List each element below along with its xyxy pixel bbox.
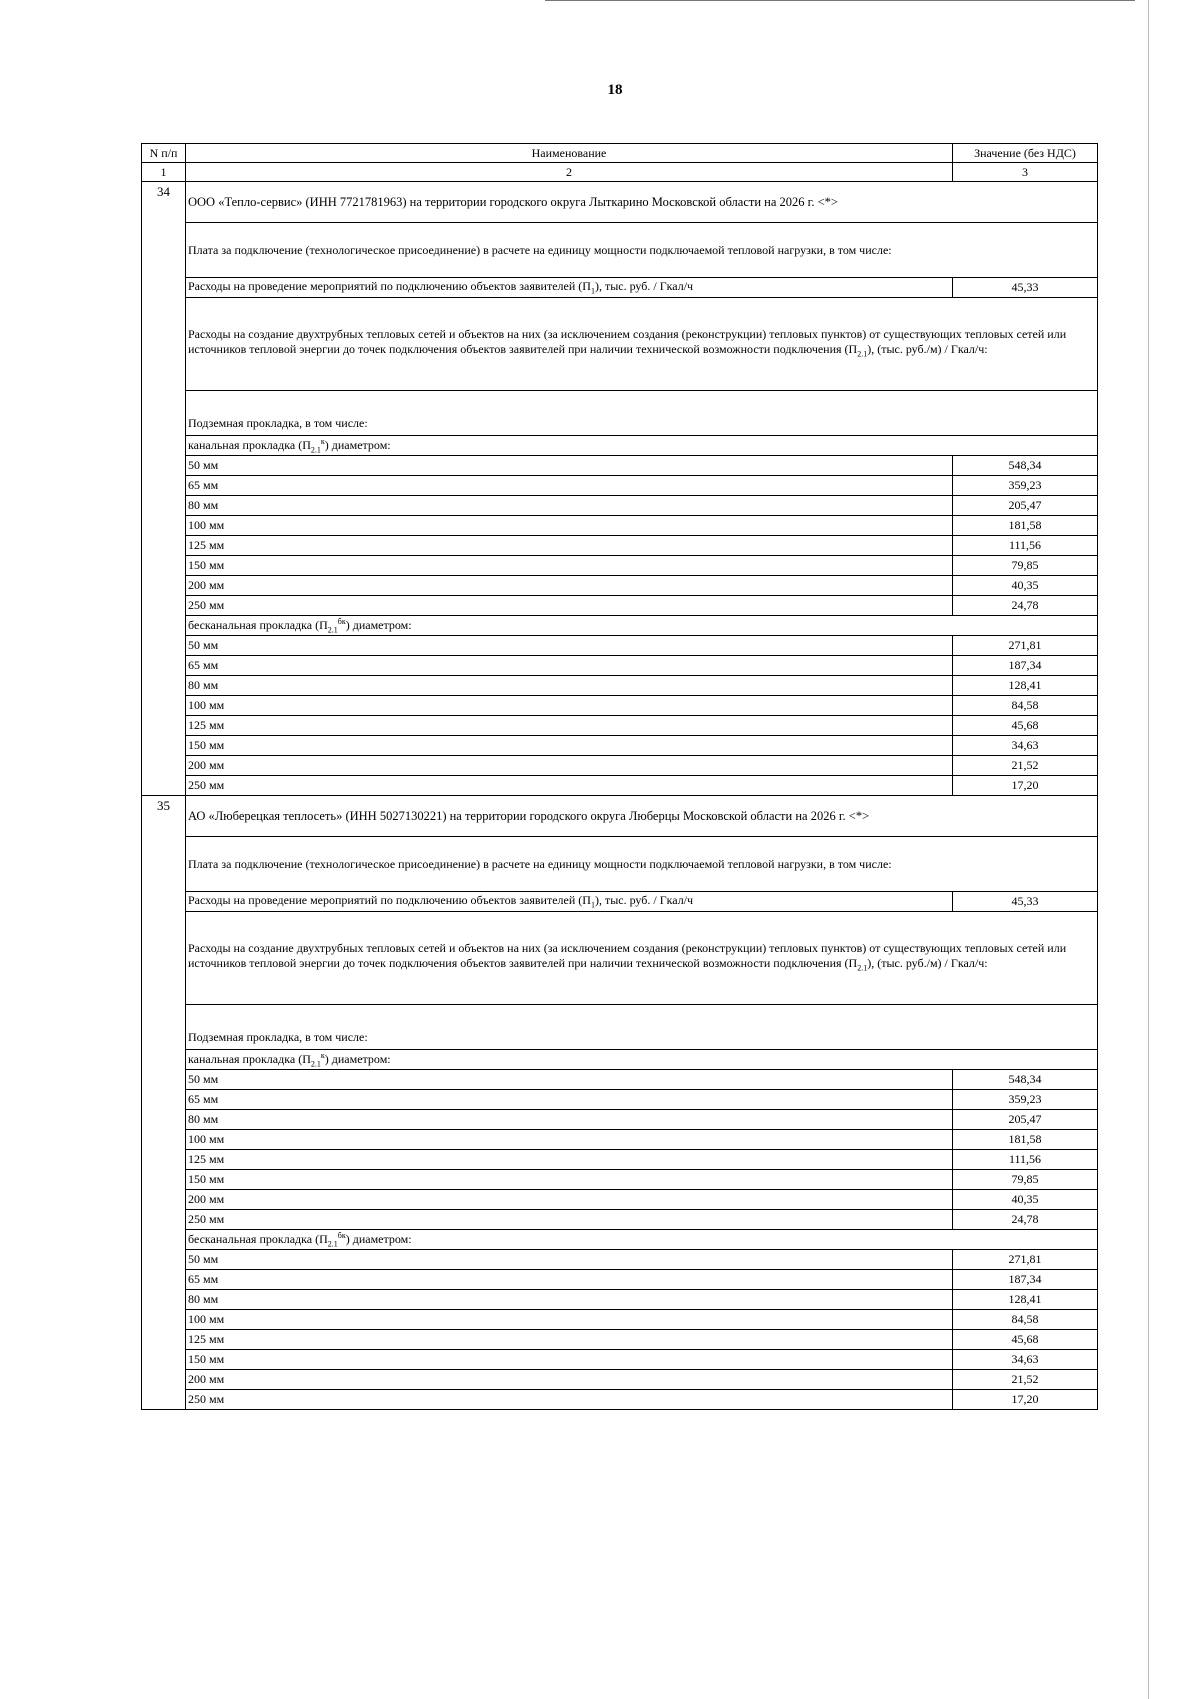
table-row [142, 696, 1098, 716]
table-row [142, 1250, 1098, 1270]
diameter-label: 250 мм [186, 596, 953, 616]
table-row [142, 656, 1098, 676]
scan-edge-line-top [545, 0, 1135, 1]
table-row [142, 776, 1098, 796]
index-name: 2 [186, 163, 953, 182]
channel-header-tail: ) диаметром: [324, 1051, 391, 1066]
section-p1-row [142, 892, 1098, 912]
section-p1-row [142, 278, 1098, 298]
table-row [142, 1210, 1098, 1230]
nochannel-header [186, 616, 1098, 636]
p1-value: 45,33 [953, 892, 1098, 912]
p1-value: 45,33 [953, 278, 1098, 298]
channel-subscript: 2.1 [310, 1059, 321, 1069]
table-row [142, 576, 1098, 596]
nochannel-superscript: бк [337, 1230, 346, 1240]
diameter-value: 40,35 [953, 1190, 1098, 1210]
section-org-row [142, 182, 1098, 223]
p21-text-main: Расходы на создание двухтрубных тепловых сетей и объектов на них (за исключением создания (реконструкции) тепловых пунктов) от существующих тепловых сетей или источников тепловой энергии до точек подключения объектов заявителей при наличии технической возможности подключения (П [188, 326, 1067, 356]
diameter-value: 111,56 [953, 536, 1098, 556]
diameter-value: 24,78 [953, 596, 1098, 616]
p21-text [186, 912, 1098, 1005]
nochannel-header-tail: ) диаметром: [345, 1231, 412, 1246]
diameter-label: 200 мм [186, 756, 953, 776]
diameter-value: 205,47 [953, 1110, 1098, 1130]
diameter-label: 80 мм [186, 1110, 953, 1130]
page-number: 18 [607, 82, 623, 98]
diameter-value: 548,34 [953, 1070, 1098, 1090]
diameter-label: 65 мм [186, 1090, 953, 1110]
diameter-value: 79,85 [953, 1170, 1098, 1190]
scan-edge-line-right [1148, 0, 1149, 1699]
index-num: 1 [142, 163, 186, 182]
section-payment-row [142, 837, 1098, 892]
table-index-row [142, 163, 1098, 182]
nochannel-superscript: бк [337, 616, 346, 626]
p1-label-text: Расходы на проведение мероприятий по подключению объектов заявителей (П [188, 893, 591, 908]
diameter-label: 150 мм [186, 556, 953, 576]
section-payment-row [142, 223, 1098, 278]
p21-subscript: 2.1 [857, 963, 868, 973]
table-row [142, 496, 1098, 516]
diameter-value: 271,81 [953, 636, 1098, 656]
channel-superscript: к [320, 1050, 325, 1060]
diameter-label: 125 мм [186, 1330, 953, 1350]
diameter-value: 359,23 [953, 476, 1098, 496]
p21-subscript: 2.1 [857, 349, 868, 359]
diameter-label: 150 мм [186, 1350, 953, 1370]
diameter-label: 200 мм [186, 1370, 953, 1390]
channel-header-text: канальная прокладка (П [188, 1051, 311, 1066]
diameter-value: 17,20 [953, 1390, 1098, 1410]
table-row [142, 716, 1098, 736]
table-row [142, 1110, 1098, 1130]
diameter-value: 84,58 [953, 696, 1098, 716]
table-row [142, 1310, 1098, 1330]
diameter-value: 111,56 [953, 1150, 1098, 1170]
diameter-label: 200 мм [186, 1190, 953, 1210]
diameter-label: 150 мм [186, 1170, 953, 1190]
table-row [142, 1090, 1098, 1110]
table-row [142, 516, 1098, 536]
header-value: Значение (без НДС) [953, 144, 1098, 163]
diameter-label: 50 мм [186, 636, 953, 656]
diameter-label: 65 мм [186, 656, 953, 676]
diameter-value: 34,63 [953, 736, 1098, 756]
p1-subscript: 1 [590, 286, 595, 296]
nochannel-header-tail: ) диаметром: [345, 617, 412, 632]
diameter-value: 187,34 [953, 1270, 1098, 1290]
p21-text-main: Расходы на создание двухтрубных тепловых сетей и объектов на них (за исключением создания (реконструкции) тепловых пунктов) от существующих тепловых сетей или источников тепловой энергии до точек подключения объектов заявителей при наличии технической возможности подключения (П [188, 940, 1067, 970]
table-row [142, 676, 1098, 696]
diameter-value: 271,81 [953, 1250, 1098, 1270]
diameter-label: 80 мм [186, 1290, 953, 1310]
diameter-label: 200 мм [186, 576, 953, 596]
channel-header [186, 436, 1098, 456]
diameter-label: 150 мм [186, 736, 953, 756]
nochannel-subscript: 2.1 [327, 1239, 338, 1249]
channel-header [186, 1050, 1098, 1070]
diameter-label: 100 мм [186, 696, 953, 716]
table-row [142, 1190, 1098, 1210]
underground-label: Подземная прокладка, в том числе: [186, 391, 1098, 436]
diameter-value: 359,23 [953, 1090, 1098, 1110]
diameter-label: 100 мм [186, 1130, 953, 1150]
diameter-label: 250 мм [186, 1210, 953, 1230]
table-row [142, 1370, 1098, 1390]
diameter-value: 181,58 [953, 1130, 1098, 1150]
channel-header-row [142, 1050, 1098, 1070]
table-row [142, 536, 1098, 556]
diameter-label: 100 мм [186, 516, 953, 536]
table-row [142, 1270, 1098, 1290]
diameter-value: 181,58 [953, 516, 1098, 536]
section-p21-row [142, 298, 1098, 391]
diameter-label: 65 мм [186, 476, 953, 496]
table-row [142, 1150, 1098, 1170]
header-name: Наименование [186, 144, 953, 163]
tariff-table [141, 143, 1098, 1410]
diameter-value: 79,85 [953, 556, 1098, 576]
diameter-value: 128,41 [953, 676, 1098, 696]
diameter-value: 205,47 [953, 496, 1098, 516]
table-row [142, 1070, 1098, 1090]
table-row [142, 476, 1098, 496]
diameter-label: 125 мм [186, 536, 953, 556]
p1-label-tail: ), тыс. руб. / Гкал/ч [594, 279, 694, 294]
underground-label: Подземная прокладка, в том числе: [186, 1005, 1098, 1050]
table-row [142, 596, 1098, 616]
diameter-label: 50 мм [186, 1250, 953, 1270]
diameter-label: 50 мм [186, 1070, 953, 1090]
diameter-label: 50 мм [186, 456, 953, 476]
table-row [142, 556, 1098, 576]
p1-label-text: Расходы на проведение мероприятий по подключению объектов заявителей (П [188, 279, 591, 294]
diameter-label: 80 мм [186, 676, 953, 696]
table-row [142, 1290, 1098, 1310]
table-row [142, 736, 1098, 756]
section-underground-row [142, 1005, 1098, 1050]
diameter-value: 128,41 [953, 1290, 1098, 1310]
diameter-value: 21,52 [953, 756, 1098, 776]
nochannel-header-row [142, 1230, 1098, 1250]
diameter-label: 125 мм [186, 1150, 953, 1170]
section-payment-text: Плата за подключение (технологическое присоединение) в расчете на единицу мощности подключаемой тепловой нагрузки, в том числе: [186, 837, 1098, 892]
diameter-label: 100 мм [186, 1310, 953, 1330]
section-payment-text: Плата за подключение (технологическое присоединение) в расчете на единицу мощности подключаемой тепловой нагрузки, в том числе: [186, 223, 1098, 278]
p21-text-tail: ), (тыс. руб./м) / Гкал/ч: [867, 341, 988, 356]
diameter-value: 45,68 [953, 1330, 1098, 1350]
table-row [142, 756, 1098, 776]
diameter-label: 250 мм [186, 1390, 953, 1410]
channel-header-tail: ) диаметром: [324, 437, 391, 452]
diameter-value: 84,58 [953, 1310, 1098, 1330]
diameter-value: 187,34 [953, 656, 1098, 676]
diameter-value: 40,35 [953, 576, 1098, 596]
table-row [142, 1130, 1098, 1150]
section-org-row [142, 796, 1098, 837]
diameter-label: 125 мм [186, 716, 953, 736]
nochannel-header-row [142, 616, 1098, 636]
table-row [142, 1390, 1098, 1410]
nochannel-header [186, 1230, 1098, 1250]
table-row [142, 1330, 1098, 1350]
section-org-title: АО «Люберецкая теплосеть» (ИНН 5027130221) на территории городского округа Люберцы Московской области на 2026 г. <*> [186, 796, 1098, 837]
diameter-label: 250 мм [186, 776, 953, 796]
channel-header-row [142, 436, 1098, 456]
diameter-value: 34,63 [953, 1350, 1098, 1370]
table-row [142, 636, 1098, 656]
p21-text [186, 298, 1098, 391]
nochannel-header-text: бесканальная прокладка (П [188, 1231, 328, 1246]
channel-subscript: 2.1 [310, 445, 321, 455]
diameter-value: 17,20 [953, 776, 1098, 796]
diameter-value: 24,78 [953, 1210, 1098, 1230]
table-row [142, 1350, 1098, 1370]
section-org-title: ООО «Тепло-сервис» (ИНН 7721781963) на территории городского округа Лыткарино Московской области на 2026 г. <*> [186, 182, 1098, 223]
diameter-value: 548,34 [953, 456, 1098, 476]
section-underground-row [142, 391, 1098, 436]
channel-superscript: к [320, 436, 325, 446]
diameter-value: 45,68 [953, 716, 1098, 736]
diameter-value: 21,52 [953, 1370, 1098, 1390]
section-number: 35 [142, 796, 186, 1410]
nochannel-header-text: бесканальная прокладка (П [188, 617, 328, 632]
p1-subscript: 1 [590, 900, 595, 910]
section-number: 34 [142, 182, 186, 796]
p1-label-tail: ), тыс. руб. / Гкал/ч [594, 893, 694, 908]
diameter-label: 80 мм [186, 496, 953, 516]
index-value: 3 [953, 163, 1098, 182]
table-header-row [142, 144, 1098, 163]
diameter-label: 65 мм [186, 1270, 953, 1290]
p1-label [186, 278, 953, 298]
section-p21-row [142, 912, 1098, 1005]
table-row [142, 1170, 1098, 1190]
channel-header-text: канальная прокладка (П [188, 437, 311, 452]
nochannel-subscript: 2.1 [327, 625, 338, 635]
p21-text-tail: ), (тыс. руб./м) / Гкал/ч: [867, 955, 988, 970]
header-num: N п/п [142, 144, 186, 163]
table-row [142, 456, 1098, 476]
p1-label [186, 892, 953, 912]
